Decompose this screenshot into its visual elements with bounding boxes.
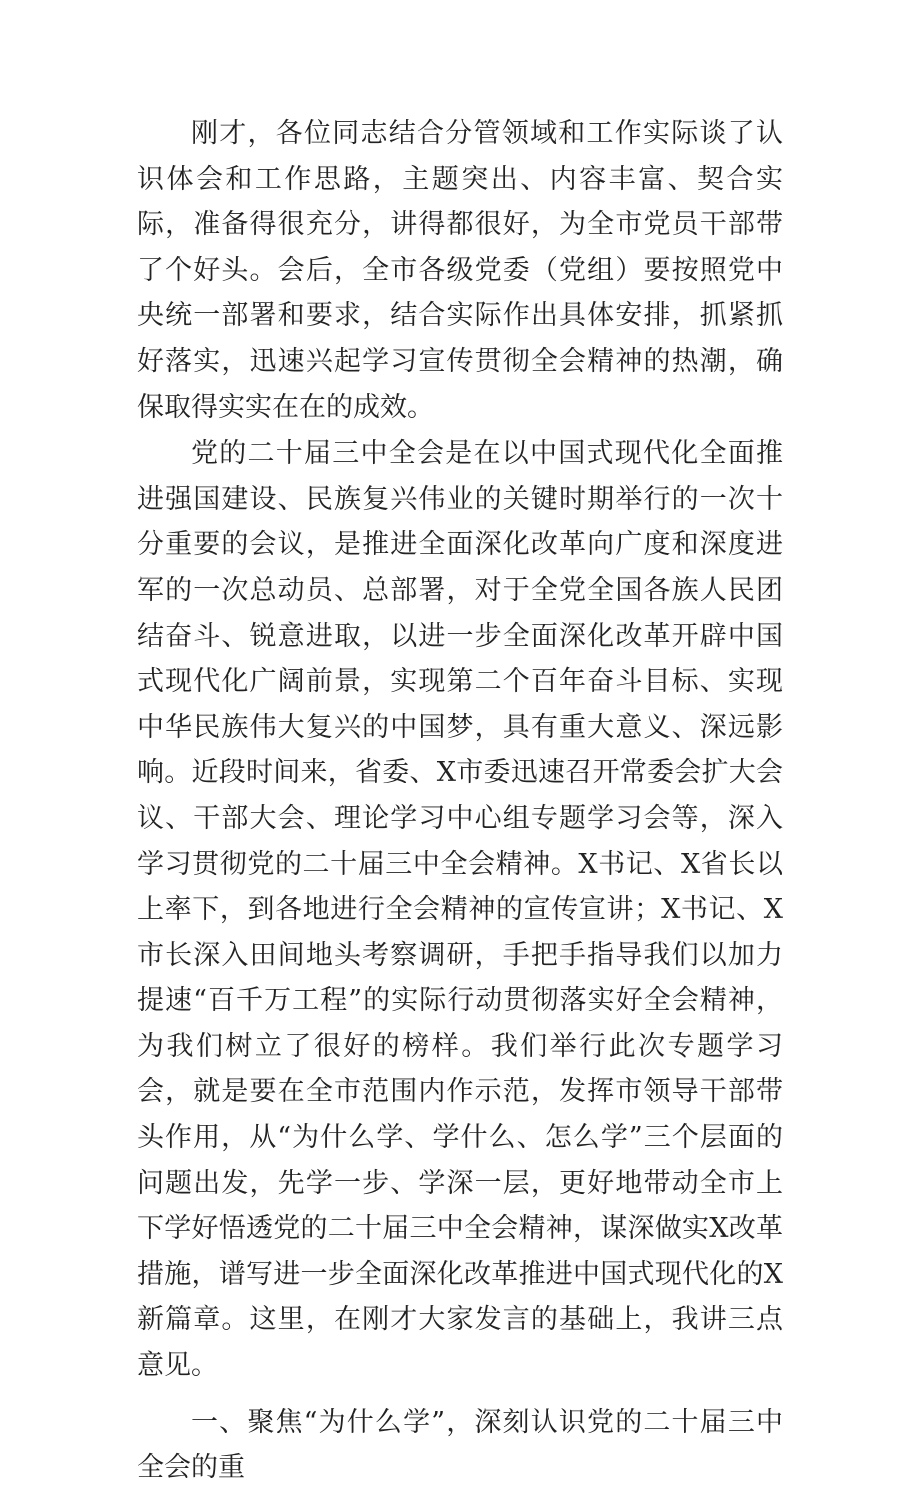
document-body: [137, 111, 783, 1491]
paragraph-opening-remarks: 刚才，各位同志结合分管领域和工作实际谈了认识体会和工作思路，主题突出、内容丰富、契合实际，准备得很充分，讲得都很好，为全市党员干部带了个好头。会后，全市各级党委（党组）要按照党中央统一部署和要求，结合实际作出具体安排，抓紧抓好落实，迅速兴起学习宣传贯彻全会精神的热潮，确保取得实实在在的成效。: [137, 118, 783, 423]
paragraph-plenum-significance: 党的二十届三中全会是在以中国式现代化全面推进强国建设、民族复兴伟业的关键时期举行的一次十分重要的会议，是推进全面深化改革向广度和深度进军的一次总动员、总部署，对于全党全国各族人民团结奋斗、锐意进取，以进一步全面深化改革开辟中国式现代化广阔前景，实现第二个百年奋斗目标、实现中华民族伟大复兴的中国梦，具有重大意义、深远影响。近段时间来，省委、X市委迅速召开常委会扩大会议、干部大会、理论学习中心组专题学习会等，深入学习贯彻党的二十届三中全会精神。X书记、X省长以上率下，到各地进行全会精神的宣传宣讲；X书记、X市长深入田间地头考察调研，手把手指导我们以加力提速“百千万工程”的实际行动贯彻落实好全会精神，为我们树立了很好的榜样。我们举行此次专题学习会，就是要在全市范围内作示范，发挥市领导干部带头作用，从“为什么学、学什么、怎么学”三个层面的问题出发，先学一步、学深一层，更好地带动全市上下学好悟透党的二十届三中全会精神，谋深做实X改革措施，谱写进一步全面深化改革推进中国式现代化的X新篇章。这里，在刚才大家发言的基础上，我讲三点意见。: [137, 438, 783, 1382]
section-heading-why-study: 一、聚焦“为什么学”，深刻认识党的二十届三中全会的重: [137, 1406, 783, 1484]
